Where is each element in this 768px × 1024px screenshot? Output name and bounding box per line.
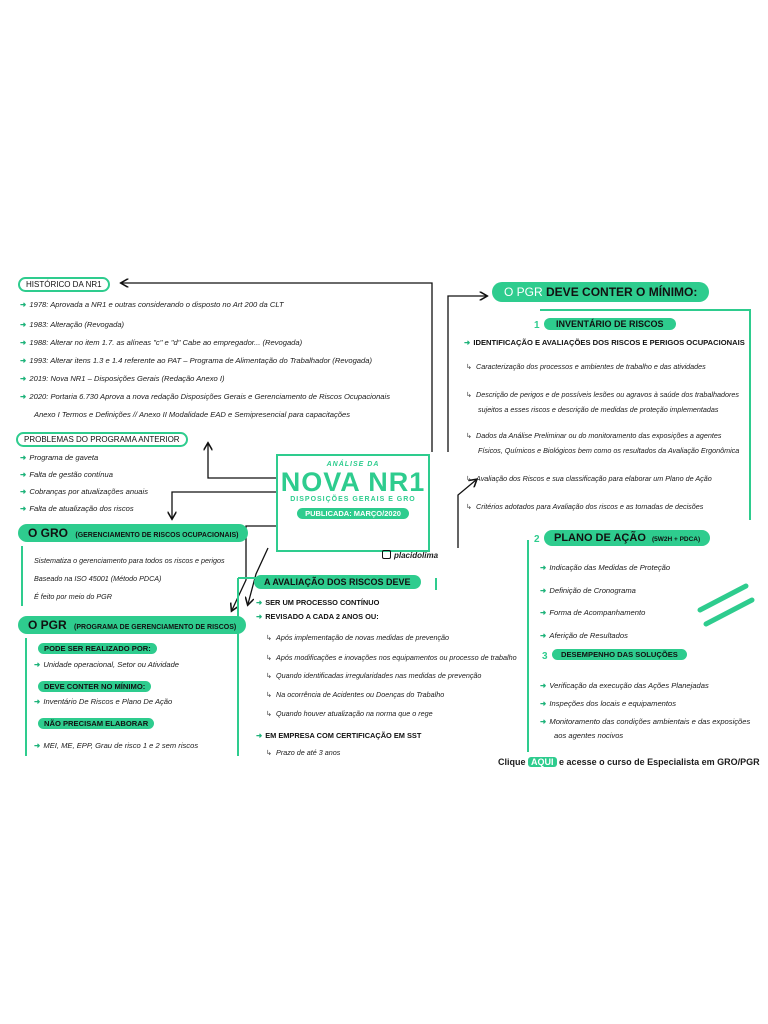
pgr-minimo-header [492, 282, 709, 302]
arrow-icon: ➜ [20, 374, 27, 383]
hook-arrow-icon: ↳ [466, 502, 473, 511]
plano-item: ➜ Aferição de Resultados [540, 631, 628, 640]
handle-row [382, 550, 438, 560]
plano-header [544, 530, 710, 546]
problemas-item: ➜ Cobranças por atualizações anuais [20, 487, 148, 496]
handle-text: placidolima [394, 551, 439, 560]
historico-item: ➜ 2019: Nova NR1 – Disposições Gerais (Redação Anexo I) [20, 374, 225, 383]
historico-item: ➜ 1993: Alterar itens 1.3 e 1.4 referente ao PAT – Programa de Alimentação do Trabalhador (Revogada) [20, 356, 372, 365]
inventario-item: ↳ Dados da Análise Preliminar ou do monitoramento das exposições a agentes [466, 431, 722, 440]
arrow-icon: ➜ [34, 697, 41, 706]
inventario-item: ↳ Descrição de perigos e de possíveis lesões ou agravos à saúde dos trabalhadores [466, 390, 739, 399]
avaliacao-item: ➜ REVISADO A CADA 2 ANOS OU: [256, 612, 379, 621]
hook-arrow-icon: ↳ [266, 690, 273, 699]
gro-header [18, 524, 248, 542]
avaliacao-sub: ↳ Após implementação de novas medidas de prevenção [266, 633, 450, 642]
hook-arrow-icon: ↳ [466, 431, 473, 440]
avaliacao-sub: ↳ Quando houver atualização na norma que o rege [266, 709, 433, 718]
arrow-to-plano [458, 480, 476, 548]
desempenho-item: ➜ Inspeções dos locais e equipamentos [540, 699, 677, 708]
historico-item: ➜ 2020: Portaria 6.730 Aprova a nova redação Disposições Gerais e Gerenciamento de Riscos Ocupacionais [20, 392, 390, 401]
historico-header: HISTÓRICO DA NR1 [18, 277, 110, 292]
problemas-item: ➜ Falta de gestão contínua [20, 470, 113, 479]
center-title: NOVA NR1 [280, 467, 426, 497]
arrow-icon: ➜ [20, 392, 27, 401]
inventario-item: ↳ Avaliação dos Riscos e sua classificação para elaborar um Plano de Ação [466, 474, 712, 483]
pgr-realizado-item: ➜ Unidade operacional, Setor ou Atividade [34, 660, 180, 669]
inventario-item: sujeitos a esses riscos e descrição de medidas de proteção implementadas [478, 405, 719, 414]
arrow-icon: ➜ [540, 631, 547, 640]
arrow-icon: ➜ [20, 338, 27, 347]
gro-header-detail: (GERENCIAMENTO DE RISCOS OCUPACIONAIS) [75, 532, 239, 539]
plano-header-text: PLANO DE AÇÃO [554, 532, 646, 544]
plano-header-detail: (5W2H + PDCA) [651, 536, 701, 543]
arrow-icon: ➜ [20, 487, 27, 496]
desempenho-num: 3 [542, 651, 548, 662]
hook-arrow-icon: ↳ [466, 390, 473, 399]
instagram-icon [382, 550, 391, 559]
hook-arrow-icon: ↳ [466, 362, 473, 371]
arrow-icon: ➜ [256, 731, 263, 740]
plano-item: ➜ Forma de Acompanhamento [540, 608, 646, 617]
pgr-header-detail: (PROGRAMA DE GERENCIAMENTO DE RISCOS) [74, 624, 237, 631]
arrow-icon: ➜ [34, 660, 41, 669]
gro-item: Baseado na ISO 45001 (Método PDCA) [34, 574, 162, 583]
historico-item: Anexo I Termos e Definições // Anexo II Modalidade EAD e Semipresencial para capacitações [34, 410, 351, 419]
arrow-icon: ➜ [20, 320, 27, 329]
plano-item: ➜ Indicação das Medidas de Proteção [540, 563, 671, 572]
arrow-to-problemas [208, 444, 278, 478]
arrow-icon: ➜ [20, 356, 27, 365]
problemas-item: ➜ Programa de gaveta [20, 453, 99, 462]
arrow-icon: ➜ [20, 470, 27, 479]
desempenho-item: aos agentes nocivos [554, 731, 624, 740]
footer-cta [498, 757, 760, 767]
arrow-icon: ➜ [540, 586, 547, 595]
pgr-minimo-header-pre: O PGR [504, 285, 543, 299]
arrow-icon: ➜ [540, 717, 547, 726]
inventario-item: ↳ Critérios adotados para Avaliação dos riscos e as tomadas de decisões [466, 502, 704, 511]
arrow-icon: ➜ [256, 598, 263, 607]
footer-link[interactable]: AQUI [528, 757, 557, 767]
historico-item: ➜ 1983: Alteração (Revogada) [20, 320, 125, 329]
gro-header-main: O GRO [28, 526, 69, 540]
plano-item: ➜ Definição de Cronograma [540, 586, 636, 595]
arrow-icon: ➜ [540, 699, 547, 708]
avaliacao-header: A AVALIAÇÃO DOS RISCOS DEVE [254, 575, 421, 589]
desempenho-item: ➜ Monitoramento das condições ambientais e das exposições [540, 717, 751, 726]
avaliacao-item: ➜ SER UM PROCESSO CONTÍNUO [256, 598, 380, 607]
pgr-realizado-label: PODE SER REALIZADO POR: [38, 643, 157, 654]
historico-item: ➜ 1978: Aprovada a NR1 e outras considerando o disposto no Art 200 da CLT [20, 300, 284, 309]
avaliacao-sub: ↳ Na ocorrência de Acidentes ou Doenças do Trabalho [266, 690, 445, 699]
arrow-icon: ➜ [34, 741, 41, 750]
center-title-box [276, 454, 430, 552]
gro-item: É feito por meio do PGR [34, 592, 112, 601]
hook-arrow-icon: ↳ [466, 474, 473, 483]
hook-arrow-icon: ↳ [266, 709, 273, 718]
arrow-icon: ➜ [20, 300, 27, 309]
hook-arrow-icon: ↳ [266, 748, 273, 757]
plano-num: 2 [534, 534, 540, 545]
decorative-slashes [700, 586, 752, 624]
inventario-num: 1 [534, 320, 540, 331]
avaliacao-sub: ↳ Prazo de até 3 anos [266, 748, 341, 757]
desempenho-header: DESEMPENHO DAS SOLUÇÕES [552, 649, 687, 660]
center-line1: ANÁLISE DA [326, 461, 380, 468]
center-subtitle: DISPOSIÇÕES GERAIS E GRO [290, 496, 416, 503]
arrow-icon: ➜ [464, 338, 471, 347]
inventario-item: Físicos, Químicos e Biológicos bem como os resultados da Avaliação Ergonômica [478, 446, 740, 455]
hook-arrow-icon: ↳ [266, 633, 273, 642]
footer-post: e acesse o curso de Especialista em GRO/PGR [559, 757, 760, 767]
problemas-item: ➜ Falta de atualização dos riscos [20, 504, 134, 513]
pgr-minimo-item: ➜ Inventário De Riscos e Plano De Ação [34, 697, 173, 706]
pgr-minimo-header-text: DEVE CONTER O MÍNIMO: [546, 285, 698, 299]
pgr-nao-item: ➜ MEI, ME, EPP, Grau de risco 1 e 2 sem riscos [34, 741, 199, 750]
gro-item: Sistematiza o gerenciamento para todos os riscos e perigos [34, 556, 225, 565]
pgr-header [18, 616, 246, 634]
footer-pre: Clique [498, 757, 526, 767]
inventario-item: ↳ Caracterização dos processos e ambientes de trabalho e das atividades [466, 362, 706, 371]
center-published: PUBLICADA: MARÇO/2020 [297, 508, 409, 519]
arrow-icon: ➜ [540, 608, 547, 617]
pgr-minimo-label: DEVE CONTER NO MÍNIMO: [38, 681, 151, 692]
pgr-nao-label: NÃO PRECISAM ELABORAR [38, 718, 154, 729]
arrow-icon: ➜ [540, 681, 547, 690]
hook-arrow-icon: ↳ [266, 671, 273, 680]
identificacao-label: ➜ IDENTIFICAÇÃO E AVALIAÇÕES DOS RISCOS E PERIGOS OCUPACIONAIS [464, 338, 745, 347]
pgr-header-main: O PGR [28, 618, 67, 632]
problemas-header: PROBLEMAS DO PROGRAMA ANTERIOR [16, 432, 188, 447]
inventario-header: INVENTÁRIO DE RISCOS [544, 318, 676, 330]
desempenho-item: ➜ Verificação da execução das Ações Planejadas [540, 681, 709, 690]
avaliacao-item: ➜ EM EMPRESA COM CERTIFICAÇÃO EM SST [256, 731, 422, 740]
arrow-icon: ➜ [20, 453, 27, 462]
arrow-to-pgr-minimo [448, 296, 486, 452]
hook-arrow-icon: ↳ [266, 653, 273, 662]
arrow-icon: ➜ [540, 563, 547, 572]
avaliacao-sub: ↳ Quando identificadas irregularidades nas medidas de prevenção [266, 671, 482, 680]
historico-item: ➜ 1988: Alterar no item 1.7. as alíneas "c" e "d" Cabe ao empregador... (Revogada) [20, 338, 303, 347]
arrow-icon: ➜ [20, 504, 27, 513]
arrow-icon: ➜ [256, 612, 263, 621]
arrow-to-gro [172, 492, 278, 518]
avaliacao-sub: ↳ Após modificações e inovações nos equipamentos ou processo de trabalho [266, 653, 517, 662]
